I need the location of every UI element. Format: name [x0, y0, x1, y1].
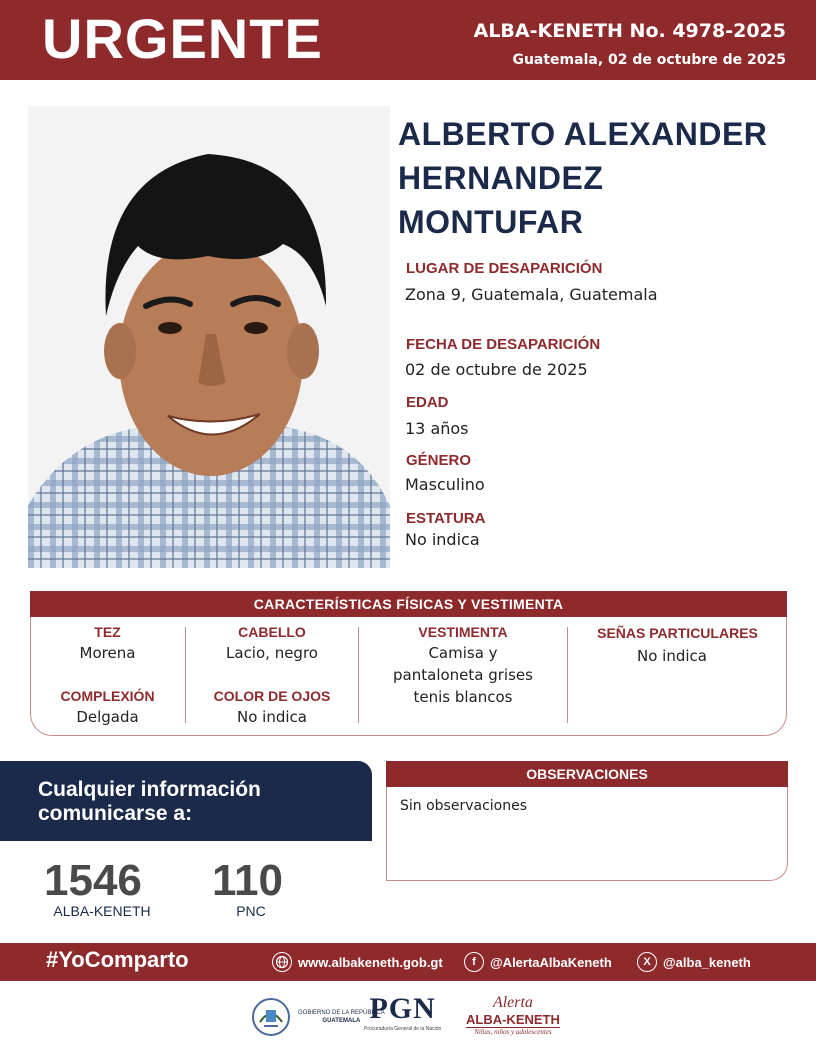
hashtag: #YoComparto [46, 947, 189, 972]
alerta-tagline: Niñas, niños y adolescentes [474, 1028, 552, 1036]
vestimenta-label: VESTIMENTA [418, 624, 508, 640]
observations-text: Sin observaciones [400, 798, 528, 814]
tez-value: Morena [79, 644, 136, 662]
complexion-value: Delgada [76, 708, 139, 726]
phone-alba-keneth[interactable]: 1546 [44, 856, 142, 905]
eye-color-label: COLOR DE OJOS [213, 688, 331, 704]
lugar-label: LUGAR DE DESAPARICIÓN [406, 260, 603, 277]
person-name [398, 112, 814, 244]
pgn-text: PGN [369, 992, 436, 1025]
complexion-label: COMPLEXIÓN [60, 688, 155, 704]
contact-line1: Cualquier información [38, 778, 261, 801]
website-link[interactable] [272, 951, 443, 973]
genero-label: GÉNERO [406, 452, 472, 469]
contact-line2: comunicarse a: [38, 802, 193, 825]
observations-heading: OBSERVACIONES [386, 761, 788, 787]
alerta-alba-keneth-logo [466, 994, 560, 1044]
x-link[interactable] [637, 951, 751, 973]
missing-person-photo [28, 106, 390, 568]
vestimenta-line: tenis blancos [413, 688, 513, 706]
phone-alba-keneth-label: ALBA-KENETH [53, 903, 151, 919]
coat-of-arms-icon [250, 996, 292, 1038]
eye-color-value: No indica [237, 708, 307, 726]
globe-icon [272, 952, 292, 972]
estatura-value: No indica [405, 530, 480, 549]
senas-value: No indica [637, 647, 707, 665]
person-name-line3: MONTUFAR [398, 204, 584, 240]
alerta-name: ALBA-KENETH [466, 1012, 560, 1027]
lugar-value: Zona 9, Guatemala, Guatemala [405, 285, 658, 304]
column-divider [567, 627, 568, 723]
estatura-label: ESTATURA [406, 510, 486, 527]
gobierno-line2: GUATEMALA [322, 1018, 361, 1024]
pgn-subtitle: Procuraduría General de la Nación [364, 1026, 442, 1032]
fecha-label: FECHA DE DESAPARICIÓN [406, 336, 601, 353]
urgent-title: URGENTE [42, 7, 323, 70]
person-name-line1: ALBERTO ALEXANDER [398, 116, 768, 152]
genero-value: Masculino [405, 475, 485, 494]
fecha-value: 02 de octubre de 2025 [405, 360, 588, 379]
phone-pnc[interactable]: 110 [212, 856, 283, 905]
facebook-icon: f [464, 952, 484, 972]
website-text: www.albakeneth.gob.gt [298, 954, 443, 970]
vestimenta-line: pantaloneta grises [393, 666, 533, 684]
cabello-value: Lacio, negro [226, 644, 318, 662]
vestimenta-line: Camisa y [428, 644, 498, 662]
vestimenta-value [359, 642, 567, 708]
x-text: @alba_keneth [663, 954, 751, 970]
alert-number: ALBA-KENETH No. 4978-2025 [473, 20, 786, 42]
characteristics-heading: CARACTERÍSTICAS FÍSICAS Y VESTIMENTA [30, 591, 787, 617]
facebook-link[interactable] [464, 951, 612, 973]
contact-text [38, 778, 358, 826]
person-name-line2: HERNANDEZ [398, 160, 604, 196]
facebook-text: @AlertaAlbaKeneth [490, 954, 612, 970]
tez-label: TEZ [94, 624, 121, 640]
alerta-script: Alerta [492, 994, 533, 1011]
cabello-label: CABELLO [238, 624, 306, 640]
phone-pnc-label: PNC [236, 903, 266, 919]
portrait-illustration [28, 106, 390, 568]
edad-value: 13 años [405, 419, 469, 438]
x-icon: X [637, 952, 657, 972]
edad-label: EDAD [406, 394, 449, 411]
senas-label: SEÑAS PARTICULARES [597, 625, 758, 641]
alert-date: Guatemala, 02 de octubre de 2025 [512, 52, 786, 68]
gobierno-line1: GOBIERNO DE LA REPÚBLICA [298, 1010, 385, 1016]
pgn-logo [364, 992, 441, 1042]
